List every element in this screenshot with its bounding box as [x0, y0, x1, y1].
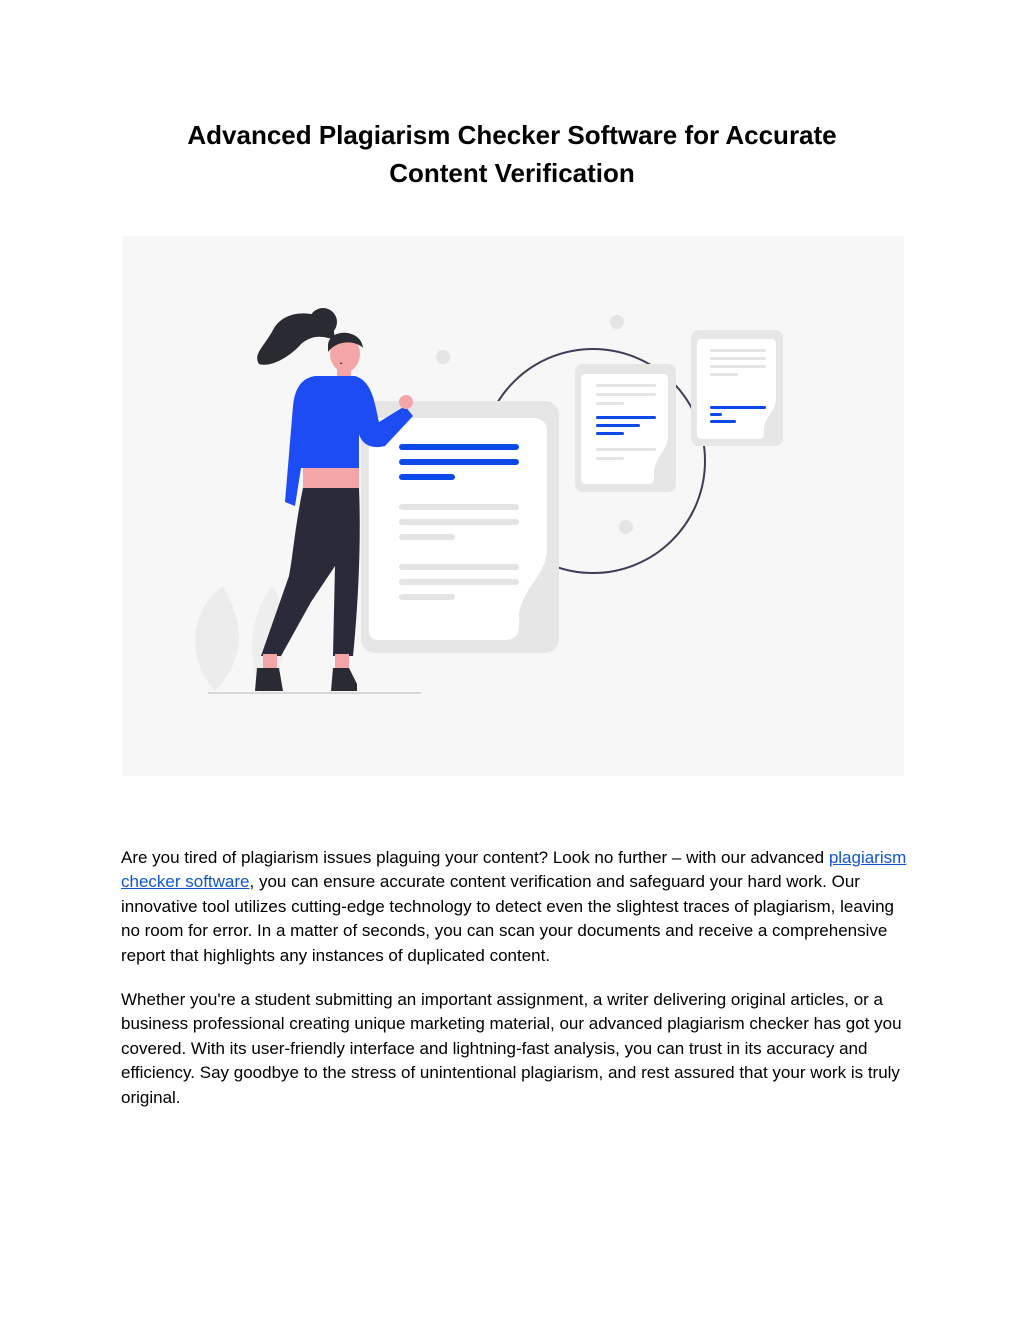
main-document	[369, 418, 547, 640]
doc-line-highlight	[596, 424, 640, 427]
ankle	[263, 654, 277, 668]
doc-line	[399, 534, 455, 540]
shoe	[331, 668, 357, 691]
plagiarism-checker-software-link[interactable]: plagiarism checker software	[121, 848, 907, 892]
pants	[261, 488, 360, 656]
doc-line-highlight	[710, 413, 722, 416]
doc-line	[399, 519, 519, 525]
title-line-2: Content Verification	[389, 158, 635, 188]
doc-line-highlight	[596, 432, 624, 435]
doc-line-highlight	[399, 474, 455, 480]
audience-paragraph: Whether you're a student submitting an important assignment, a writer delivering original articles, or a business professional creating unique marketing material, our advanced plagiarism checker has got you covered. With its user-friendly interface and lightning-fast analysis, you can trust in its accuracy and efficiency. Say goodbye to the stress of unintentional plagiarism, and rest assured that your work is truly original.	[121, 990, 902, 1107]
right-document	[697, 339, 776, 439]
shoe	[255, 668, 283, 691]
doc-line-highlight	[399, 444, 519, 450]
illustration-svg	[123, 236, 904, 776]
intro-paragraph	[121, 846, 911, 968]
article-body	[121, 846, 911, 1130]
page-title	[112, 116, 912, 192]
ankle	[335, 654, 349, 668]
doc-line-highlight	[596, 416, 656, 419]
doc-line	[596, 457, 624, 460]
hand	[399, 395, 413, 409]
doc-line	[596, 384, 656, 387]
doc-line	[596, 402, 624, 405]
doc-line-highlight	[710, 420, 736, 423]
intro-text-after-link: , you can ensure accurate content verification and safeguard your hard work. Our innovative tool utilizes cutting-edge technology to detect even the slightest traces of plagiarism, leaving no room for error. In a matter of seconds, you can scan your documents and receive a comprehensive report that highlights any instances of duplicated content.	[121, 872, 895, 965]
doc-line-highlight	[399, 459, 519, 465]
decor-dot	[619, 520, 633, 534]
hair-bun	[309, 308, 337, 336]
decor-dot	[610, 315, 624, 329]
doc-line-highlight	[710, 406, 766, 409]
doc-line	[596, 393, 656, 396]
doc-line	[710, 357, 766, 360]
decor-dot	[436, 350, 450, 364]
doc-line	[399, 579, 519, 585]
doc-line	[710, 365, 766, 368]
doc-line	[710, 349, 766, 352]
doc-line	[399, 564, 519, 570]
intro-text-before-link: Are you tired of plagiarism issues plaguing your content? Look no further – with our advanced	[121, 848, 829, 867]
title-line-1: Advanced Plagiarism Checker Software for Accurate	[187, 120, 837, 150]
neck	[337, 364, 351, 378]
doc-line	[399, 594, 455, 600]
doc-line	[596, 448, 656, 451]
woman-reviewing-documents-illustration	[123, 236, 904, 776]
leaf-shape	[195, 586, 239, 691]
doc-line	[710, 373, 738, 376]
doc-line	[399, 504, 519, 510]
waist	[303, 468, 359, 488]
